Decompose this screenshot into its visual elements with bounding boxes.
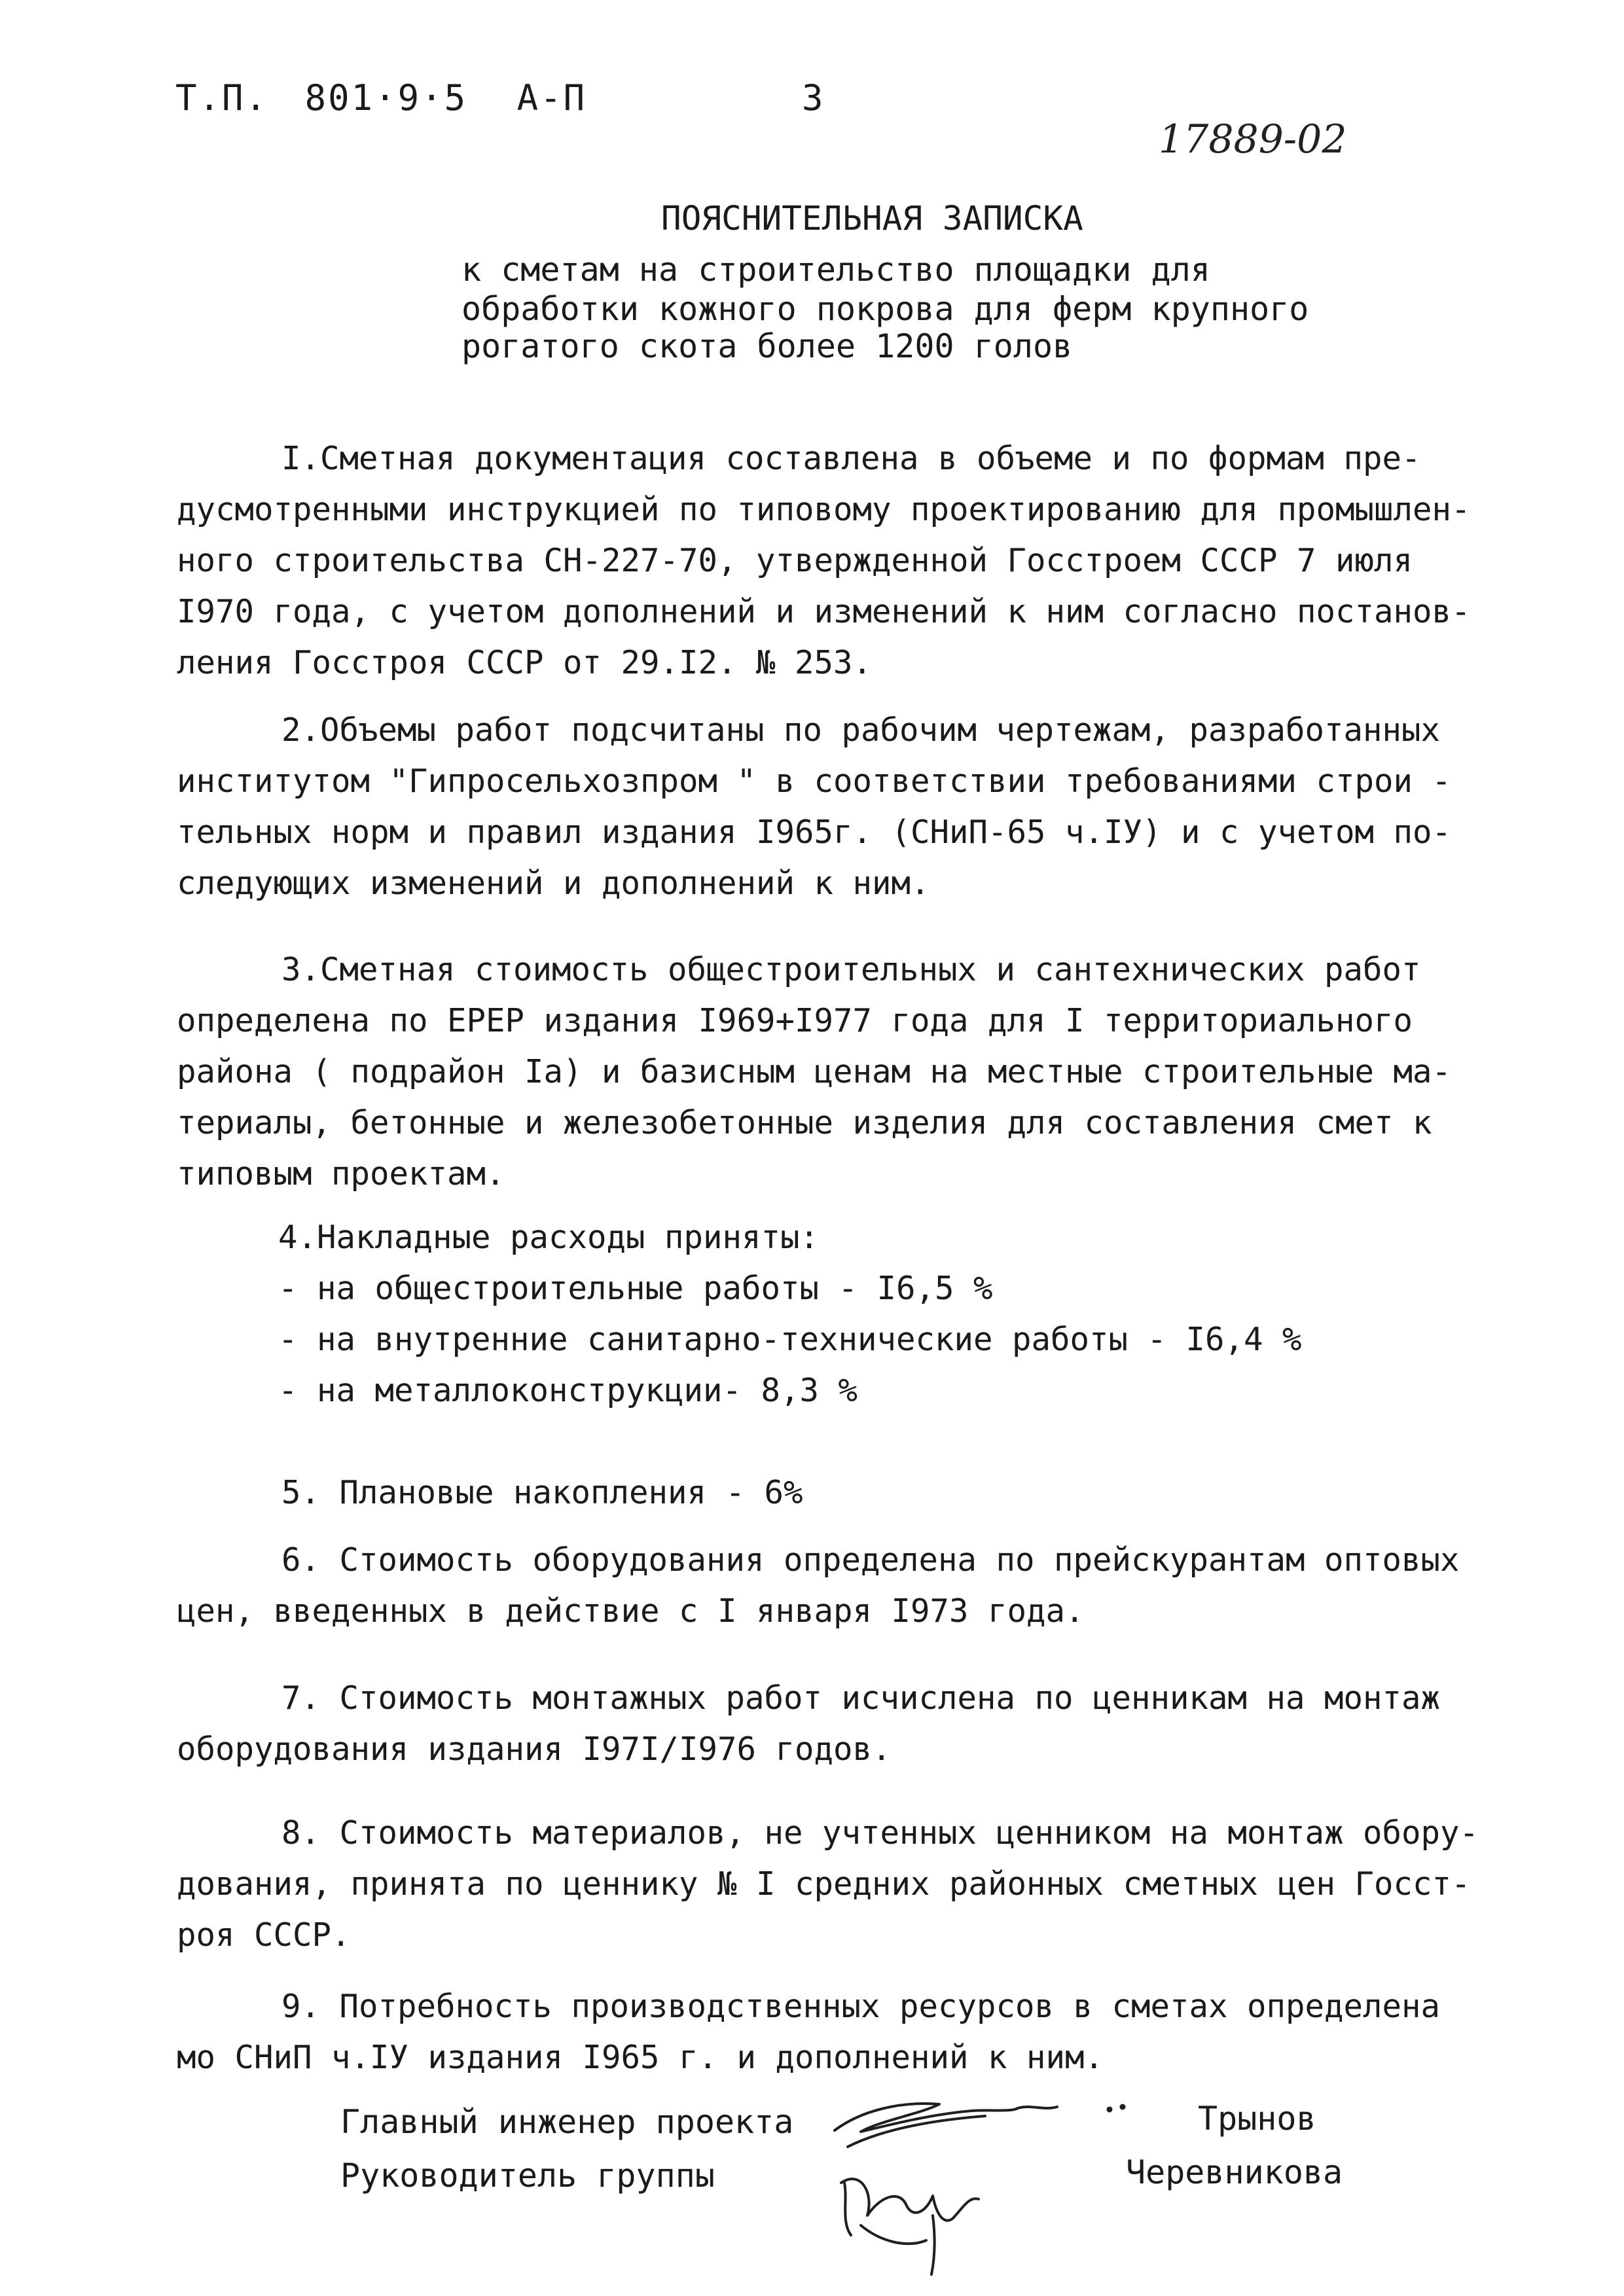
group-leader-position: Руководитель группы: [340, 2157, 715, 2195]
paragraph-1-line: I970 года, с учетом дополнений и изменений к ним согласно постанов-: [177, 593, 1471, 630]
paragraph-8-line: дования, принята по ценнику № I средних районных сметных цен Госст-: [177, 1865, 1471, 1903]
doc-code-suffix: А-П: [516, 77, 587, 118]
paragraph-2-line: следующих изменений и дополнений к ним.: [177, 865, 930, 902]
stamp-number: 17889-02: [1159, 117, 1347, 162]
group-leader-name: Черевникова: [1126, 2153, 1343, 2191]
paragraph-1-line: ления Госстроя СССР от 29.I2. № 253.: [177, 644, 873, 681]
paragraph-1-line: дусмотренными инструкцией по типовому проектированию для промышлен-: [177, 491, 1471, 528]
paragraph-3-line: териалы, бетонные и железобетонные изделия для составления смет к: [177, 1104, 1432, 1141]
chief-engineer-name: Трынов: [1198, 2100, 1316, 2138]
doc-code-prefix: Т.П.: [175, 77, 269, 118]
paragraph-8-line: 8. Стоимость материалов, не учтенных ценником на монтаж обору-: [281, 1814, 1479, 1852]
paragraph-1-line: I.Сметная документация составлена в объеме и по формам пре-: [281, 440, 1421, 477]
paragraph-6-line: цен, введенных в действие с I января I973 года.: [177, 1592, 1085, 1630]
paragraph-4-line: 4.Накладные расходы приняты:: [278, 1219, 820, 1256]
paragraph-1-line: ного строительства СН-227-70, утвержденной Госстроем СССР 7 июля: [177, 542, 1413, 579]
chief-engineer-position: Главный инженер проекта: [340, 2103, 794, 2141]
paragraph-2-line: тельных норм и правил издания I965г. (СНиП-65 ч.IУ) и с учетом по-: [177, 814, 1452, 851]
paragraph-2-line: 2.Объемы работ подсчитаны по рабочим чертежам, разработанных: [281, 711, 1441, 749]
title-line: к сметам на строительство площадки для: [461, 251, 1210, 289]
paragraph-2-line: институтом "Гипросельхозпром " в соответствии требованиями строи -: [177, 762, 1452, 800]
doc-code: [175, 77, 586, 118]
paragraph-7-line: оборудования издания I97I/I976 годов.: [177, 1731, 892, 1768]
signature-stroke: [848, 2116, 985, 2147]
title-line: рогатого скота более 1200 голов: [461, 327, 1073, 365]
overhead-rate-line: - на общестроительные работы - I6,5 %: [278, 1270, 993, 1307]
paragraph-6-line: 6. Стоимость оборудования определена по прейскурантам оптовых: [281, 1541, 1460, 1579]
paragraph-9-line: мо СНиП ч.IУ издания I965 г. и дополнений к ним.: [177, 2039, 1104, 2076]
paragraph-8-line: роя СССР.: [177, 1916, 351, 1954]
signature-stroke: [861, 2225, 926, 2244]
paragraph-3-line: 3.Сметная стоимость общестроительных и сантехнических работ: [281, 951, 1421, 988]
overhead-rate-line: - на внутренние санитарно-технические работы - I6,4 %: [278, 1321, 1302, 1358]
signature-stroke: [931, 2215, 935, 2274]
paragraph-7-line: 7. Стоимость монтажных работ исчислена по ценникам на монтаж: [281, 1679, 1441, 1717]
paragraph-3-line: типовым проектам.: [177, 1155, 505, 1193]
paragraph-3-line: определена по ЕРЕР издания I969+I977 года для I территориального: [177, 1002, 1413, 1039]
document-heading: ПОЯСНИТЕЛЬНАЯ ЗАПИСКА: [661, 200, 1083, 238]
doc-code-number: 801·9·5: [304, 77, 468, 118]
page-number: 3: [802, 77, 825, 118]
paragraph-3-line: района ( подрайон Iа) и базисным ценам на местные строительные ма-: [177, 1053, 1452, 1090]
signature-stroke: [835, 2104, 1057, 2132]
paragraph-9-line: 9. Потребность производственных ресурсов в сметах определена: [281, 1988, 1441, 2025]
title-line: обработки кожного покрова для ферм крупного: [461, 290, 1309, 328]
paragraph-5-line: 5. Плановые накопления - 6%: [281, 1474, 803, 1511]
handwritten-signatures: [821, 2085, 1149, 2281]
overhead-rate-line: - на металлоконструкции- 8,3 %: [278, 1372, 858, 1409]
